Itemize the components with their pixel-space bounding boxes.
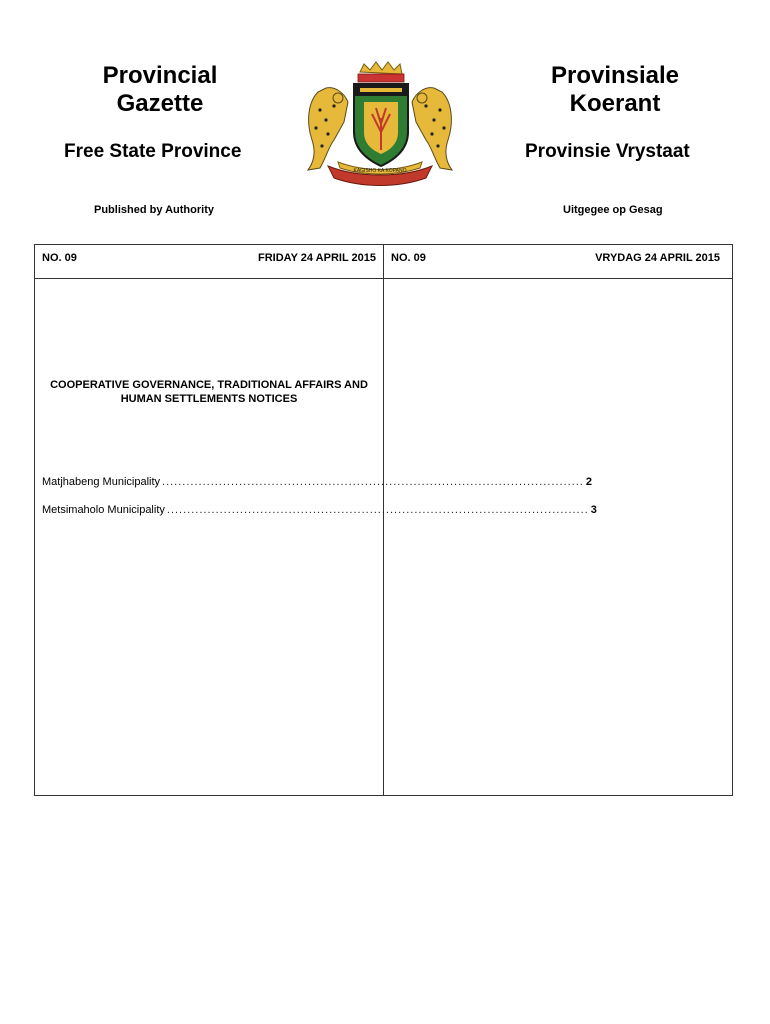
afrikaans-title-line1: Provinsiale bbox=[550, 62, 680, 89]
toc-entry-label: Matjhabeng Municipality bbox=[42, 476, 161, 488]
english-title-line2: Gazette bbox=[116, 90, 204, 117]
toc-entry-page: 2 bbox=[585, 476, 592, 488]
toc-entry[interactable] bbox=[42, 504, 597, 516]
toc-entry-page: 3 bbox=[590, 504, 597, 516]
afrikaans-province: Provinsie Vrystaat bbox=[525, 141, 690, 162]
toc-entry[interactable] bbox=[42, 476, 592, 488]
afrikaans-title-line2: Koerant bbox=[569, 90, 661, 117]
toc-entry-label: Metsimaholo Municipality bbox=[42, 504, 165, 516]
notices-section-title: COOPERATIVE GOVERNANCE, TRADITIONAL AFFAIRS AND HUMAN SETTLEMENTS NOTICES bbox=[50, 379, 368, 405]
afrikaans-gazette-title bbox=[515, 62, 715, 118]
left-cheetah-icon bbox=[308, 88, 348, 170]
afrikaans-issue-number: NO. 09 bbox=[391, 252, 426, 264]
shield-icon bbox=[354, 84, 408, 166]
english-title-line1: Provincial bbox=[102, 62, 218, 89]
english-authority: Published by Authority bbox=[94, 204, 214, 216]
right-cheetah-icon bbox=[412, 88, 452, 170]
crown-icon bbox=[358, 62, 404, 82]
crest-motto: KAGISHO KA KOPANO bbox=[353, 168, 407, 174]
toc-leader: ........................................................................................................ bbox=[166, 504, 589, 516]
column-divider bbox=[383, 244, 384, 796]
coat-of-arms-icon bbox=[298, 62, 462, 188]
afrikaans-authority: Uitgegee op Gesag bbox=[563, 204, 663, 216]
afrikaans-issue-date: VRYDAG 24 APRIL 2015 bbox=[595, 252, 720, 264]
english-issue-date: FRIDAY 24 APRIL 2015 bbox=[257, 252, 376, 264]
english-province: Free State Province bbox=[64, 141, 242, 162]
toc-leader: ........................................................................................................ bbox=[162, 476, 584, 488]
english-gazette-title bbox=[60, 62, 260, 118]
header-divider bbox=[34, 278, 733, 279]
english-issue-number: NO. 09 bbox=[42, 252, 77, 264]
